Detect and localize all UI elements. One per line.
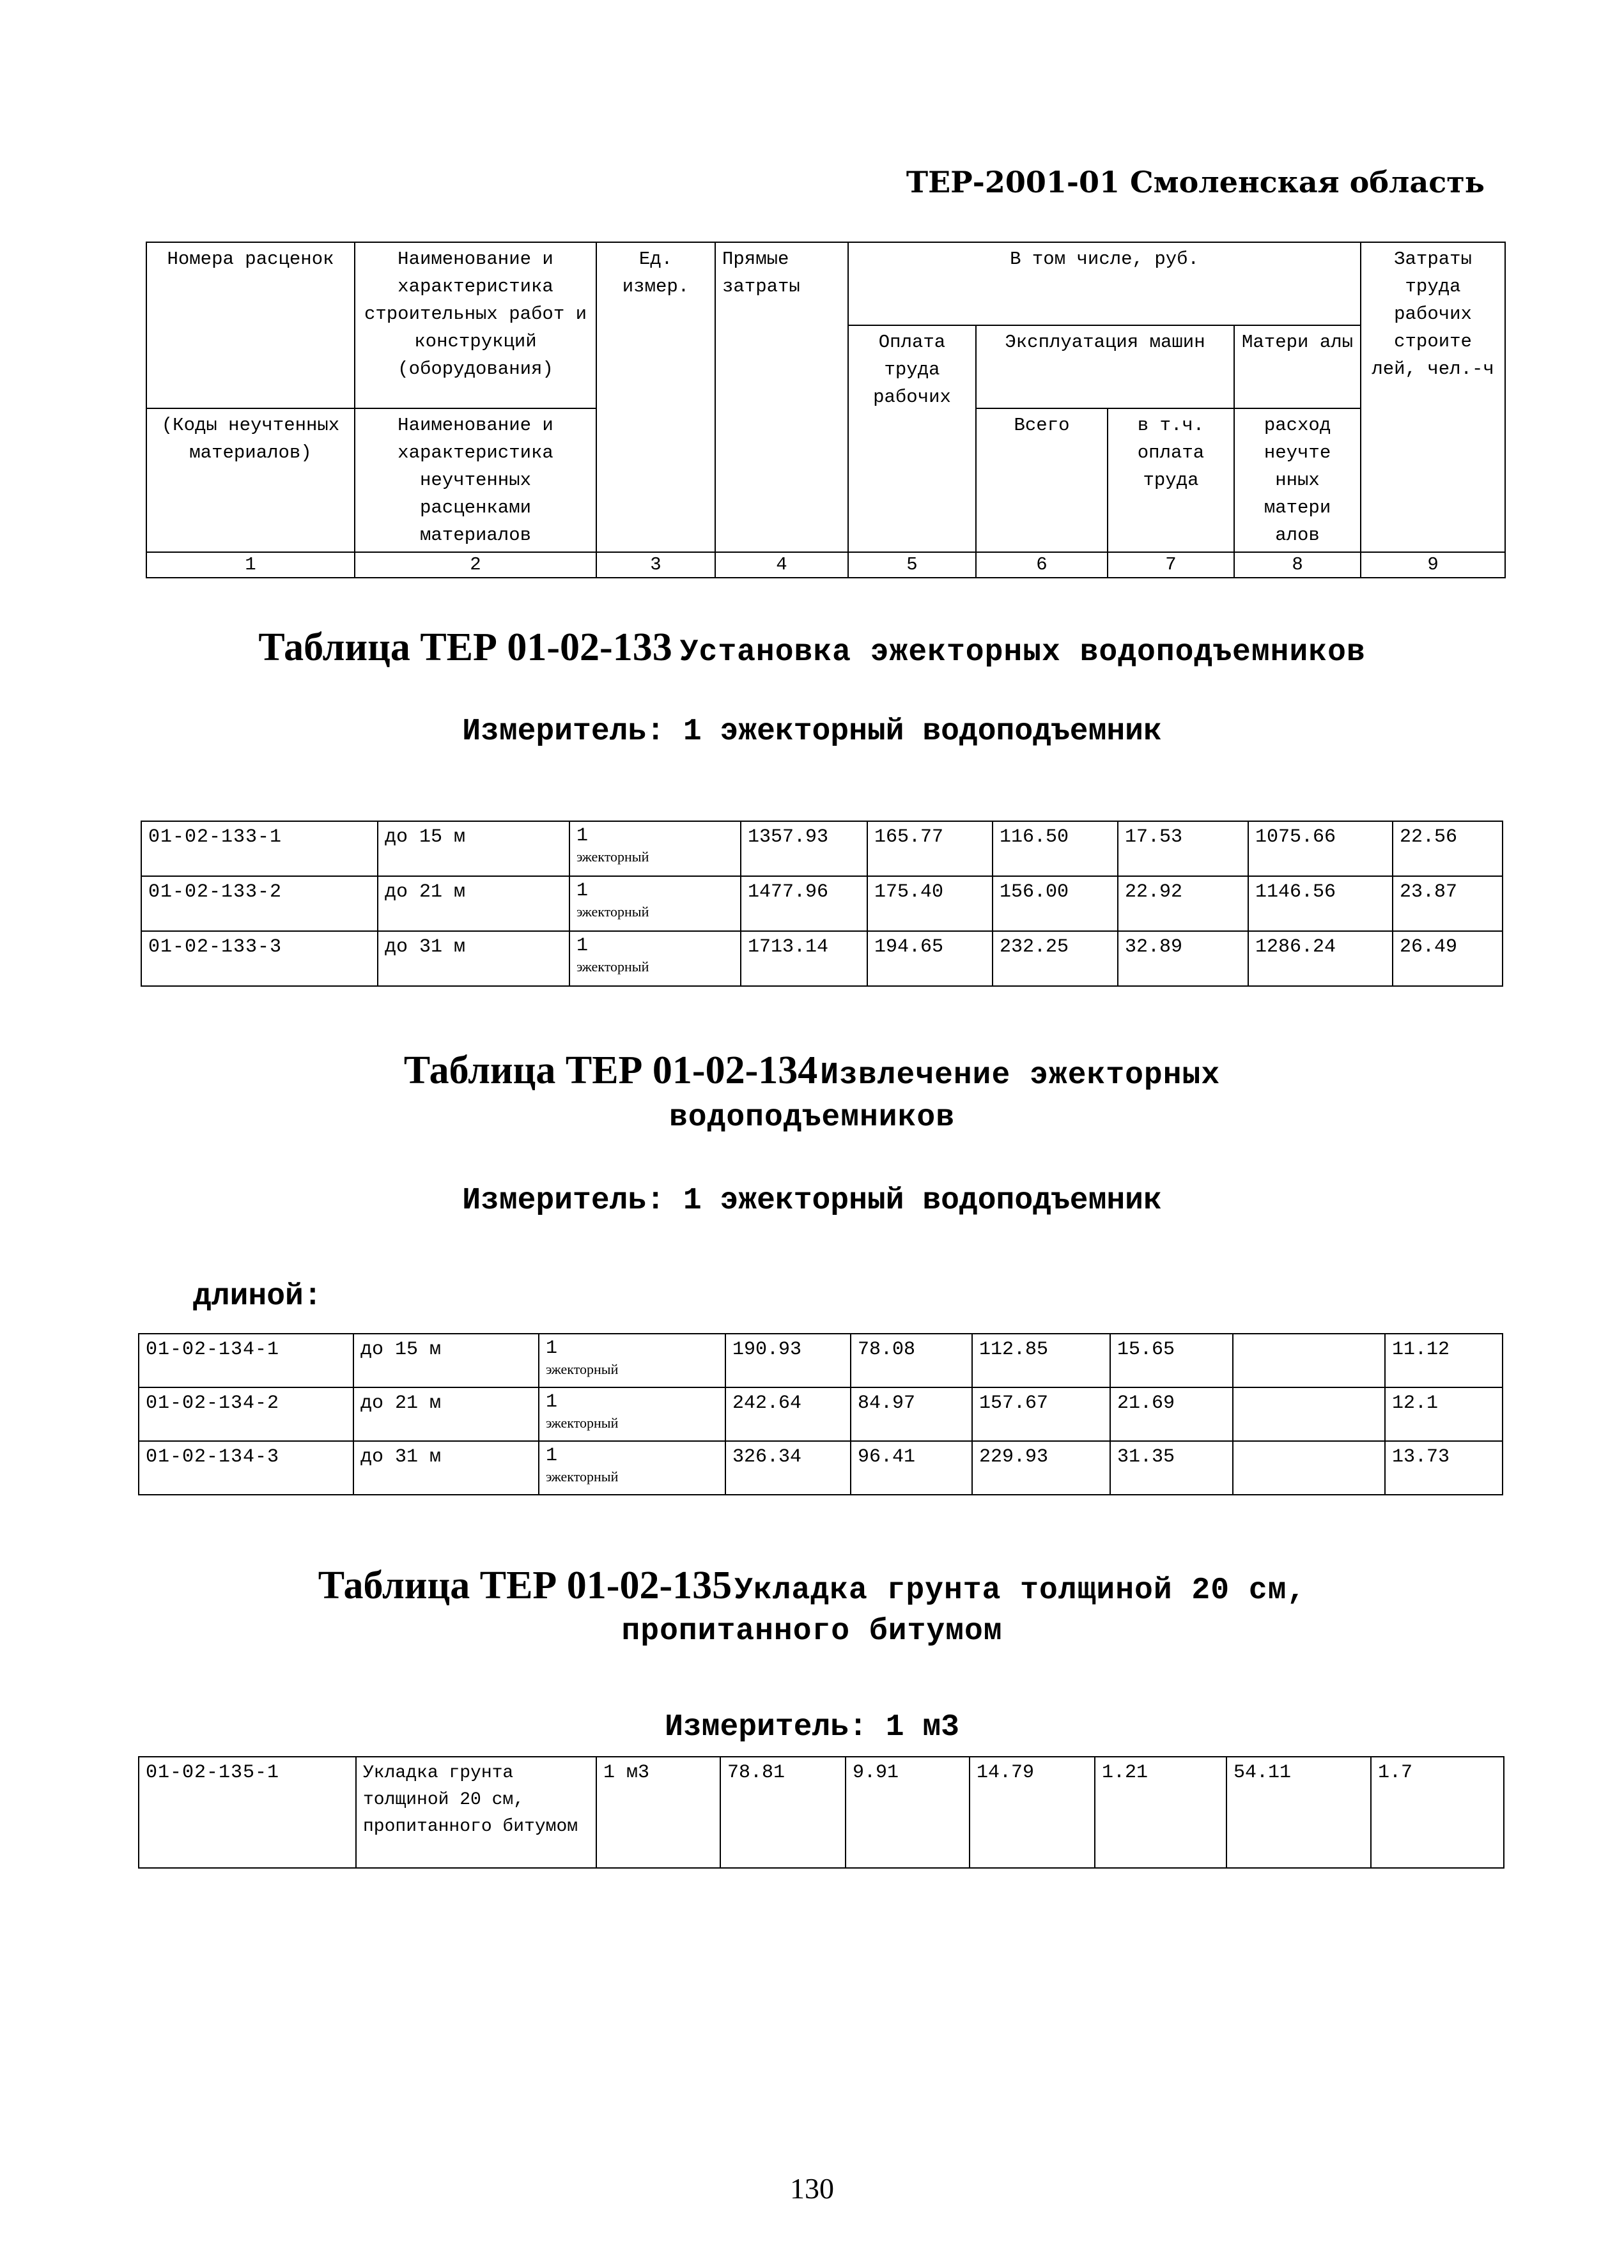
table133 xyxy=(141,821,1503,987)
table135-title-number: Таблица ТЕР 01-02-135 xyxy=(318,1564,732,1607)
materials xyxy=(1233,1441,1385,1495)
table134-title-text-1: Извлечение эжекторных xyxy=(820,1058,1221,1093)
col-labor-pay-header: Оплата труда рабочих xyxy=(848,325,976,552)
table-row xyxy=(139,1334,1503,1387)
table-row xyxy=(139,1441,1503,1495)
direct-cost: 1713.14 xyxy=(741,931,867,986)
machines-total: 14.79 xyxy=(970,1757,1095,1868)
rate-unit xyxy=(569,821,741,876)
table134-measurer: Измеритель: 1 эжекторный водоподъемник xyxy=(462,1184,1162,1218)
machines-total: 112.85 xyxy=(972,1334,1110,1387)
unit-name: эжекторный xyxy=(546,1415,619,1431)
machines-pay: 31.35 xyxy=(1110,1441,1233,1495)
col-num-9: 9 xyxy=(1361,552,1505,578)
unit-name: эжекторный xyxy=(576,904,649,920)
document-header: ТЕР-2001-01 Смоленская область xyxy=(906,165,1485,199)
table134-title-line2 xyxy=(0,1100,1624,1135)
col-unaccounted-header: расход неучте нных матери алов xyxy=(1234,408,1361,552)
col-num-8: 8 xyxy=(1234,552,1361,578)
col-name2-header: Наименование и характеристика неучтенных расценками материалов xyxy=(355,408,596,552)
labor-cost: 26.49 xyxy=(1393,931,1503,986)
rate-name: до 31 м xyxy=(353,1441,539,1495)
column-header-table xyxy=(146,242,1506,578)
table135-title xyxy=(0,1563,1624,1608)
col-num-2: 2 xyxy=(355,552,596,578)
unit-qty: 1 xyxy=(576,825,589,847)
unit-qty: 1 xyxy=(576,935,589,957)
rate-code: 01-02-133-1 xyxy=(141,821,378,876)
col-incl-pay-header: в т.ч. оплата труда xyxy=(1108,408,1234,552)
direct-cost: 78.81 xyxy=(720,1757,846,1868)
rate-name: до 15 м xyxy=(353,1334,539,1387)
rate-code: 01-02-133-2 xyxy=(141,876,378,931)
labor-cost: 11.12 xyxy=(1385,1334,1503,1387)
direct-cost: 1477.96 xyxy=(741,876,867,931)
col-machines-header: Эксплуатация машин xyxy=(976,325,1234,408)
rate-name: до 15 м xyxy=(378,821,569,876)
table133-measurer: Измеритель: 1 эжекторный водоподъемник xyxy=(462,714,1162,749)
col-code-header: Номера расценок xyxy=(146,242,355,408)
rate-name: до 21 м xyxy=(378,876,569,931)
table135-measurer: Измеритель: 1 м3 xyxy=(665,1710,959,1745)
rate-unit xyxy=(569,876,741,931)
machines-total: 116.50 xyxy=(993,821,1118,876)
unit-name: эжекторный xyxy=(576,959,649,975)
table134-title xyxy=(0,1048,1624,1093)
page-number: 130 xyxy=(790,2172,834,2205)
direct-cost: 326.34 xyxy=(725,1441,851,1495)
labor-pay: 9.91 xyxy=(846,1757,970,1868)
machines-pay: 1.21 xyxy=(1095,1757,1226,1868)
col-num-3: 3 xyxy=(596,552,715,578)
labor-cost: 23.87 xyxy=(1393,876,1503,931)
unit-qty: 1 xyxy=(546,1338,558,1359)
unit-qty: 1 xyxy=(546,1391,558,1413)
col-labor-cost-header: Затраты труда рабочих строите лей, чел.-ч xyxy=(1361,242,1505,552)
materials: 1146.56 xyxy=(1248,876,1393,931)
rate-code: 01-02-134-3 xyxy=(139,1441,353,1495)
labor-cost: 13.73 xyxy=(1385,1441,1503,1495)
rate-unit xyxy=(539,1334,725,1387)
table-row xyxy=(141,931,1503,986)
labor-pay: 194.65 xyxy=(867,931,993,986)
machines-pay: 22.92 xyxy=(1118,876,1248,931)
machines-total: 232.25 xyxy=(993,931,1118,986)
table-row xyxy=(141,821,1503,876)
table133-title-text: Установка эжекторных водоподъемников xyxy=(679,635,1366,670)
labor-pay: 84.97 xyxy=(851,1387,972,1441)
rate-unit xyxy=(569,931,741,986)
col-num-5: 5 xyxy=(848,552,976,578)
col-direct-header: Прямые затраты xyxy=(715,242,848,552)
unit-name: эжекторный xyxy=(546,1469,619,1485)
rate-unit xyxy=(539,1441,725,1495)
table-row xyxy=(139,1757,1504,1868)
col-num-6: 6 xyxy=(976,552,1108,578)
table133-title-number: Таблица ТЕР 01-02-133 xyxy=(258,626,672,669)
table-row xyxy=(141,876,1503,931)
direct-cost: 1357.93 xyxy=(741,821,867,876)
labor-pay: 165.77 xyxy=(867,821,993,876)
col-code2-header: (Коды неучтенных материалов) xyxy=(146,408,355,552)
labor-cost: 12.1 xyxy=(1385,1387,1503,1441)
materials xyxy=(1233,1334,1385,1387)
direct-cost: 190.93 xyxy=(725,1334,851,1387)
rate-name: Укладка грунта толщиной 20 см, пропитанного битумом xyxy=(356,1757,596,1868)
table-row xyxy=(139,1387,1503,1441)
labor-pay: 175.40 xyxy=(867,876,993,931)
col-total-header: Всего xyxy=(976,408,1108,552)
labor-cost: 1.7 xyxy=(1371,1757,1504,1868)
machines-pay: 21.69 xyxy=(1110,1387,1233,1441)
table134 xyxy=(138,1333,1503,1495)
table134-prefix: длиной: xyxy=(193,1279,322,1314)
table134-title-text-2: водоподъемников xyxy=(669,1100,955,1135)
rate-code: 01-02-134-2 xyxy=(139,1387,353,1441)
col-unit-header: Ед. измер. xyxy=(596,242,715,552)
labor-cost: 22.56 xyxy=(1393,821,1503,876)
unit-name: эжекторный xyxy=(576,849,649,865)
rate-code: 01-02-134-1 xyxy=(139,1334,353,1387)
col-num-7: 7 xyxy=(1108,552,1234,578)
rate-unit: 1 м3 xyxy=(596,1757,720,1868)
unit-qty: 1 xyxy=(576,880,589,902)
rate-code: 01-02-133-3 xyxy=(141,931,378,986)
rate-unit xyxy=(539,1387,725,1441)
machines-pay: 32.89 xyxy=(1118,931,1248,986)
table135-title-text-1: Укладка грунта толщиной 20 см, xyxy=(734,1573,1306,1608)
unit-name: эжекторный xyxy=(546,1361,619,1377)
rate-name: до 21 м xyxy=(353,1387,539,1441)
col-num-4: 4 xyxy=(715,552,848,578)
table134-title-number: Таблица ТЕР 01-02-134 xyxy=(403,1049,818,1092)
materials: 54.11 xyxy=(1226,1757,1371,1868)
rate-code: 01-02-135-1 xyxy=(139,1757,356,1868)
materials: 1286.24 xyxy=(1248,931,1393,986)
col-materials-header: Матери алы xyxy=(1234,325,1361,408)
table135 xyxy=(138,1756,1504,1869)
direct-cost: 242.64 xyxy=(725,1387,851,1441)
table133-title xyxy=(0,625,1624,670)
table135-title-text-2: пропитанного битумом xyxy=(621,1614,1003,1649)
machines-total: 157.67 xyxy=(972,1387,1110,1441)
col-name-header: Наименование и характеристика строительных работ и конструкций (оборудования) xyxy=(355,242,596,408)
materials: 1075.66 xyxy=(1248,821,1393,876)
col-num-1: 1 xyxy=(146,552,355,578)
labor-pay: 78.08 xyxy=(851,1334,972,1387)
unit-qty: 1 xyxy=(546,1445,558,1467)
materials xyxy=(1233,1387,1385,1441)
rate-name: до 31 м xyxy=(378,931,569,986)
col-incl-header: В том числе, руб. xyxy=(848,242,1361,325)
machines-pay: 17.53 xyxy=(1118,821,1248,876)
machines-pay: 15.65 xyxy=(1110,1334,1233,1387)
table135-title-line2 xyxy=(0,1614,1624,1649)
machines-total: 229.93 xyxy=(972,1441,1110,1495)
machines-total: 156.00 xyxy=(993,876,1118,931)
labor-pay: 96.41 xyxy=(851,1441,972,1495)
